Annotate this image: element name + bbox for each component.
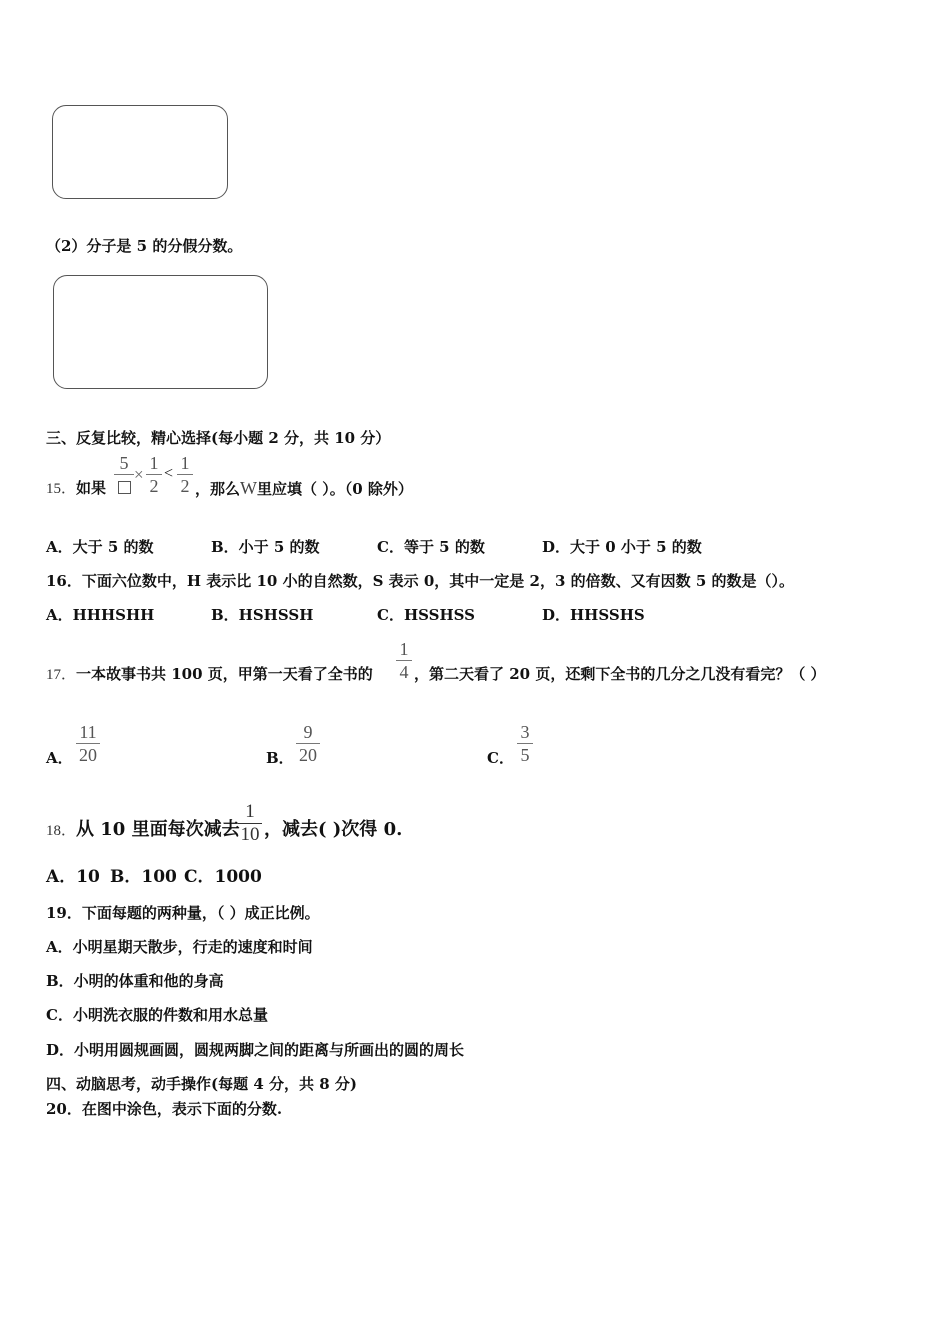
q18-line: [46, 818, 240, 843]
q15-suffix: [195, 478, 413, 499]
q15-fraction-1: [114, 453, 134, 496]
q16-option-c[interactable]: C．HSSHSS: [377, 606, 475, 624]
q17-option-a-fraction: [76, 722, 100, 765]
q18-option-a[interactable]: A．10: [46, 867, 100, 887]
q20-text: 20．在图中涂色，表示下面的分数.: [46, 1100, 283, 1118]
q15-number: 15．: [46, 481, 77, 497]
q15-fraction-3: [177, 453, 193, 496]
q18-fraction-denominator: 10: [240, 824, 260, 845]
q17-option-a-denominator: 20: [79, 745, 97, 765]
q17-option-b-numerator: 9: [303, 722, 313, 742]
q17-option-a-numerator: 11: [79, 722, 97, 742]
q15-option-d[interactable]: D．大于 0 小于 5 的数: [542, 538, 702, 556]
q17-option-c-numerator: 3: [520, 722, 530, 742]
section4-title: 四、动脑思考，动手操作(每题 4 分，共 8 分): [46, 1075, 357, 1093]
q19-text: 19．下面每题的两种量，（ ）成正比例。: [46, 904, 320, 922]
q16-option-d[interactable]: D．HHSSHS: [542, 606, 645, 624]
q15-option-a[interactable]: A．大于 5 的数: [46, 538, 154, 556]
q15-less-than-sign: <: [164, 465, 174, 482]
q16-text: 16．下面六位数中，H 表示比 10 小的自然数，S 表示 0，其中一定是 2，3 的倍数、又有因数 5 的数是（）。: [46, 572, 795, 590]
q17-option-b-denominator: 20: [299, 745, 317, 765]
blank-square-icon: [118, 481, 131, 494]
q15-fraction-1-denominator: [114, 476, 134, 496]
q16-option-a[interactable]: A．HHHSHH: [46, 606, 155, 624]
q15-option-c[interactable]: C．等于 5 的数: [377, 538, 485, 556]
fraction-bar: [517, 743, 533, 744]
q17-fraction-denominator: 4: [399, 662, 409, 682]
q15-fraction-3-numerator: 1: [180, 453, 190, 473]
q17-option-c-denominator: 5: [520, 745, 530, 765]
q15-suffix-a: ，那么: [195, 480, 241, 498]
q15-fraction-1-numerator: 5: [119, 453, 129, 473]
q18-number: 18．: [46, 823, 77, 839]
fraction-bar: [76, 743, 100, 744]
section3-title: 三、反复比较，精心选择(每小题 2 分，共 10 分）: [46, 429, 391, 447]
q18-text-a: 从 10 里面每次减去: [76, 819, 240, 840]
q18-option-c[interactable]: C．1000: [184, 867, 262, 887]
q17-text-b: ，第二天看了 20 页，还剩下全书的几分之几没有看完？（ ）: [414, 665, 826, 683]
q15-w-symbol: W: [240, 478, 258, 498]
q19-option-b[interactable]: B．小明的体重和他的身高: [46, 972, 224, 990]
q15-fraction-2: [146, 453, 162, 496]
q15-line: [46, 478, 106, 499]
fraction-bar: [296, 743, 320, 744]
answer-box-2: [53, 275, 268, 389]
q15-prefix: 如果: [76, 479, 107, 497]
q17-fraction-numerator: 1: [399, 639, 409, 659]
q17-number: 17．: [46, 667, 77, 683]
q17-line: [46, 664, 373, 685]
q15-fraction-2-denominator: 2: [149, 476, 159, 496]
q15-fraction-2-numerator: 1: [149, 453, 159, 473]
q18-fraction: [238, 802, 262, 845]
fraction-bar: [177, 474, 193, 475]
answer-box-1: [52, 105, 228, 199]
q14-part2-text: （2）分子是 5 的分假分数。: [46, 237, 243, 255]
fraction-bar: [114, 474, 134, 475]
q17-option-b-label[interactable]: B．: [266, 749, 294, 767]
q17-option-c-label[interactable]: C．: [487, 749, 514, 767]
q16-option-b[interactable]: B．HSHSSH: [211, 606, 314, 624]
q19-option-d[interactable]: D．小明用圆规画圆，圆规两脚之间的距离与所画出的圆的周长: [46, 1041, 465, 1059]
q17-option-a-label[interactable]: A．: [46, 749, 73, 767]
q18-fraction-numerator: 1: [245, 801, 255, 822]
fraction-bar: [396, 660, 412, 661]
q18-option-b[interactable]: B．100: [110, 867, 177, 887]
q18-text-b: ，减去( )次得 0.: [264, 819, 403, 840]
q17-fraction: [396, 639, 412, 682]
q15-suffix-b: 里应填（ ）。（0 除外）: [257, 480, 413, 498]
q17-option-b-fraction: [296, 722, 320, 765]
q17-text-a: 一本故事书共 100 页，甲第一天看了全书的: [76, 665, 373, 683]
q19-option-a[interactable]: A．小明星期天散步，行走的速度和时间: [46, 938, 313, 956]
q19-option-c[interactable]: C．小明洗衣服的件数和用水总量: [46, 1006, 268, 1024]
q15-option-b[interactable]: B．小于 5 的数: [211, 538, 320, 556]
fraction-bar: [146, 474, 162, 475]
q15-times-sign: ×: [134, 465, 144, 484]
q17-option-c-fraction: [517, 722, 533, 765]
q15-fraction-3-denominator: 2: [180, 476, 190, 496]
